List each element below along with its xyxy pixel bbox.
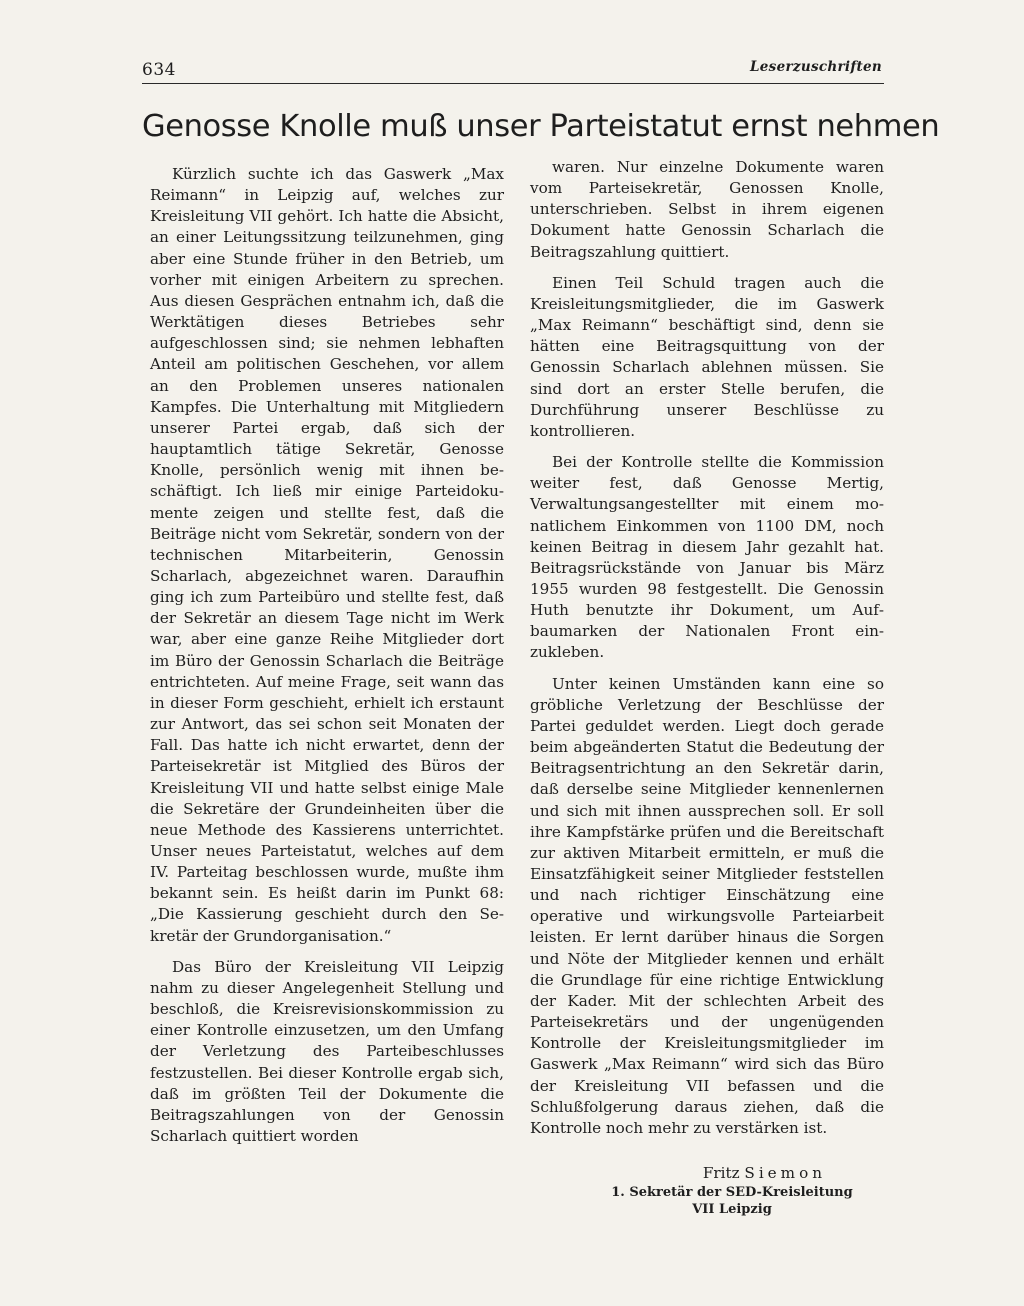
paragraph: Bei der Kontrolle stellte die Kommission weiter fest, daß Genosse Mertig, Verwaltungsangestellter mit einem monatlichem Einkommen von 1100 DM, noch keinen Beitrag in diesem Jahr gezahlt hat. Beitragsrückstände von Januar bis März 1955 wurden 98 festgestellt. Die Genossin Huth benutzte ihr Dokument, um Aufbaumarken der Nationalen Front einzukleben.: [530, 453, 884, 662]
right-column: [530, 157, 884, 1149]
paragraph: Kürzlich suchte ich das Gaswerk „Max Reimann“ in Leipzig auf, welches zur Kreisleitung VII gehört. Ich hatte die Absicht, an einer Leitungssitzung teilzunehmen, ging aber eine Stunde früher in den Betrieb, um vorher mit einigen Arbeitern zu sprechen. Aus diesen Gesprächen entnahm ich, daß die Werktätigen dieses Betriebes sehr aufgeschlossen sind; sie nehmen lebhaften Anteil am politischen Geschehen, vor allem an den Problemen unseres nationalen Kampfes. Die Unterhaltung mit Mitgliedern unserer Partei ergab, daß sich der hauptamtlich tätige Sekretär, Genosse Knolle, persönlich wenig mit ihnen beschäftigt. Ich ließ mir einige Parteidokumente zeigen und stellte fest, daß die Beiträge nicht vom Sekretär, sondern von der technischen Mitarbeiterin, Genossin Scharlach, abgezeichnet waren. Daraufhin ging ich zum Parteibüro und stellte fest, daß der Sekretär an diesem Tage nicht im Werk war, aber eine ganze Reihe Mitglieder dort im Büro der Genossin Scharlach die Beiträge entrichteten. Auf meine Frage, seit wann das in dieser Form geschieht, erhielt ich erstaunt zur Antwort, das sei schon seit Monaten der Fall. Das hatte ich nicht erwartet, denn der Parteisekretär ist Mitglied des Büros der Kreisleitung VII und hatte selbst einige Male die Sekretäre der Grundeinheiten über die neue Methode des Kassierens unterrichtet. Unser neues Parteistatut, welches auf dem IV. Parteitag beschlossen wurde, mußte ihm bekannt sein. Es heißt darin im Punkt 68: „Die Kassierung geschieht durch den Sekretär der Grundorganisation.“: [150, 165, 504, 945]
paragraph: Einen Teil Schuld tragen auch die Kreisleitungsmitglieder, die im Gaswerk „Max Reimann“ beschäftigt sind, denn sie hätten eine Beitragsquittung von der Genossin Scharlach ablehnen müssen. Sie sind dort an erster Stelle berufen, die Durchführung unserer Beschlüsse zu kontrollieren.: [530, 273, 884, 440]
paragraph: Das Büro der Kreisleitung VII Leipzig nahm zu dieser Angelegenheit Stellung und beschloß, die Kreisrevisionskommission zu einer Kontrolle einzusetzen, um den Umfang der Verletzung des Parteibeschlusses festzustellen. Bei dieser Kontrolle ergab sich, daß im größten Teil der Dokumente die Beitragszahlungen von der Genossin Scharlach quittiert worden: [150, 957, 504, 1146]
section-label: Leserzuschriften: [750, 59, 882, 75]
signature-block: [530, 1163, 884, 1218]
author-name: [530, 1163, 884, 1184]
author-location: VII Leipzig: [692, 1202, 772, 1217]
author-title: 1. Sekretär der SED-Kreisleitung: [611, 1185, 853, 1200]
left-column: [150, 164, 504, 1157]
paragraph: Unter keinen Umständen kann eine so gröbliche Verletzung der Beschlüsse der Partei geduldet werden. Liegt doch gerade beim abgeänderten Statut die Bedeutung der Beitragsentrichtung an den Sekretär darin, daß derselbe seine Mitglieder kennenlernen und sich mit ihnen aussprechen soll. Er soll ihre Kampfstärke prüfen und die Bereitschaft zur aktiven Mitarbeit ermitteln, er muß die Einsatzfähigkeit seiner Mitglieder feststellen und nach richtiger Einschätzung eine operative und wirkungsvolle Parteiarbeit leisten. Er lernt darüber hinaus die Sorgen und Nöte der Mitglieder kennen und erhält die Grundlage für eine richtige Entwicklung der Kader. Mit der schlechten Arbeit des Parteisekretärs und der ungenügenden Kontrolle der Kreisleitungsmitglieder im Gaswerk „Max Reimann“ wird sich das Büro der Kreisleitung VII befassen und die Schlußfolgerung daraus ziehen, daß die Kontrolle noch mehr zu verstärken ist.: [530, 674, 884, 1137]
header-rule: [142, 83, 884, 84]
paragraph: waren. Nur einzelne Dokumente waren vom Parteisekretär, Genossen Knolle, unterschrieben. Selbst in ihrem eigenen Dokument hatte Genossin Scharlach die Beitragszahlung quittiert.: [530, 158, 884, 261]
article-title: Genosse Knolle muß unser Parteistatut ernst nehmen: [142, 109, 940, 144]
author-last-name: Siemon: [744, 1164, 826, 1182]
author-first-name: Fritz: [702, 1164, 740, 1182]
page-number: 634: [142, 60, 176, 80]
